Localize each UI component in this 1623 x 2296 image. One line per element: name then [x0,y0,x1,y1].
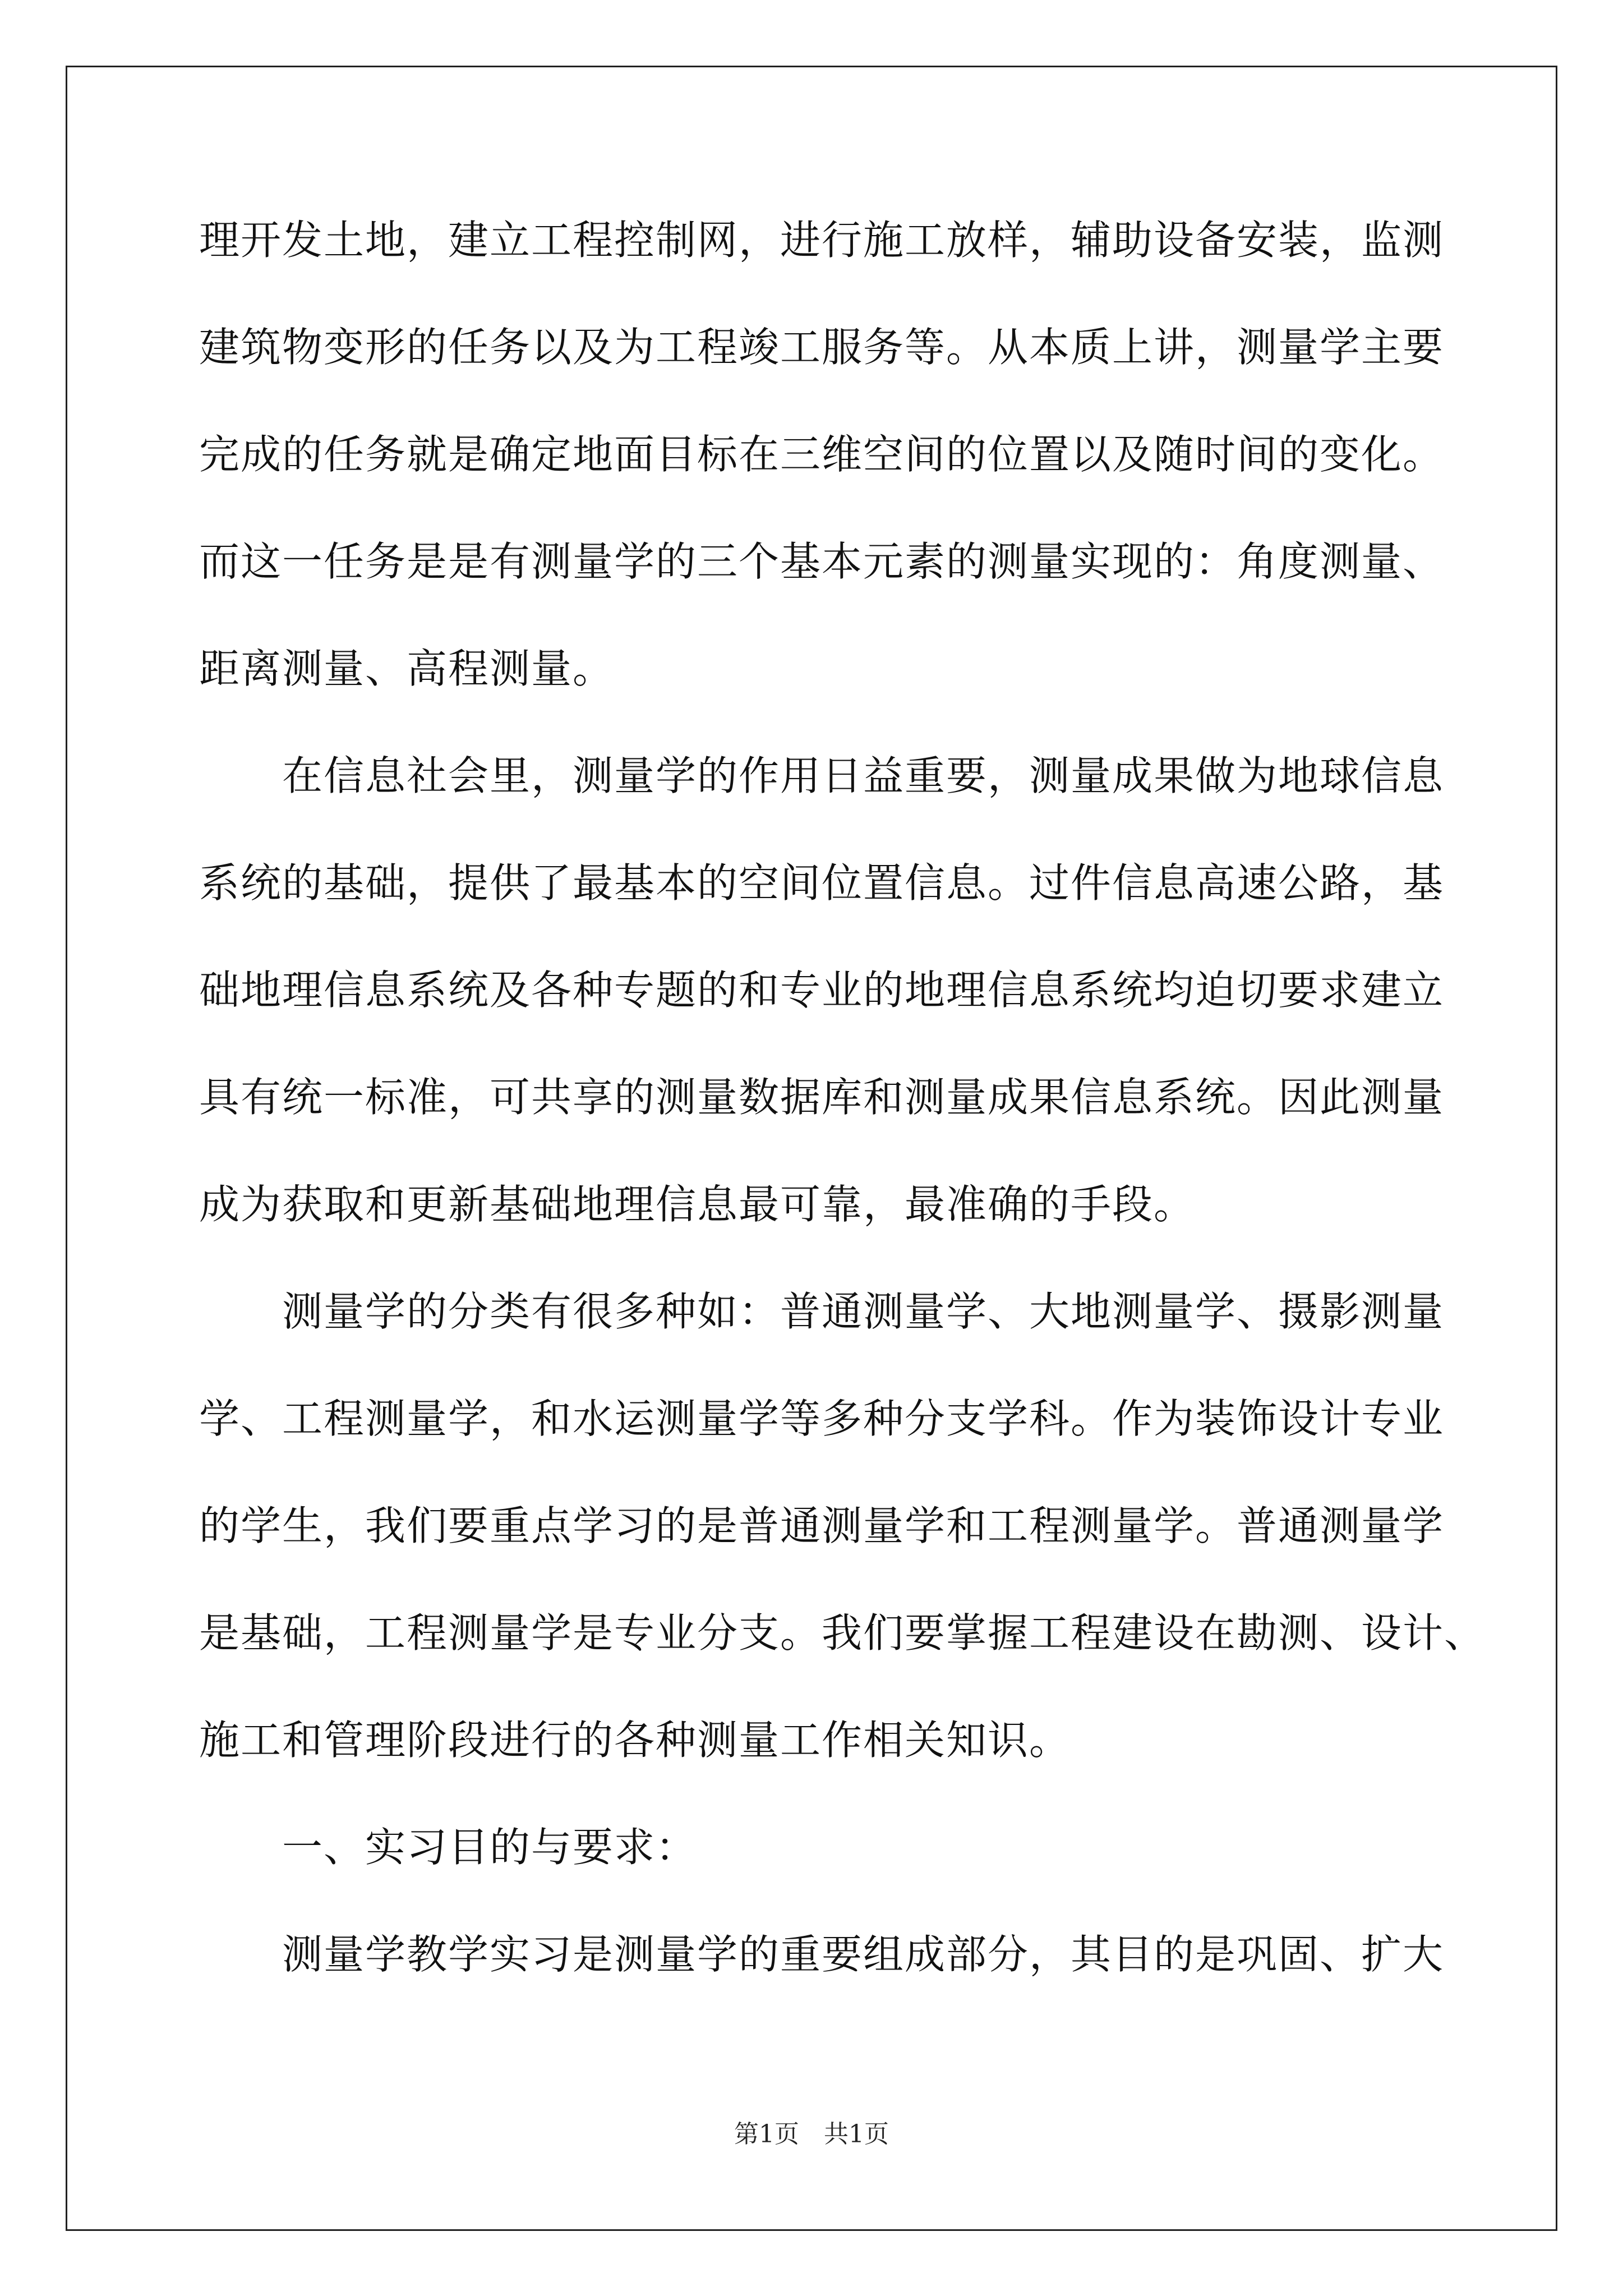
text-line: 完成的任务就是确定地面目标在三维空间的位置以及随时间的变化。 [199,431,1445,478]
text-line: 础地理信息系统及各种专题的和专业的地理信息系统均迫切要求建立 [199,967,1445,1014]
text-line: 学、工程测量学，和水运测量学等多种分支学科。作为装饰设计专业 [199,1395,1445,1442]
text-line: 测量学的分类有很多种如：普通测量学、大地测量学、摄影测量 [199,1288,1445,1335]
text-line: 一、实习目的与要求： [199,1824,698,1871]
text-line: 在信息社会里，测量学的作用日益重要，测量成果做为地球信息 [199,752,1445,799]
text-line: 的学生，我们要重点学习的是普通测量学和工程测量学。普通测量学 [199,1502,1445,1549]
page-number: 第1页 共1页 [734,2120,889,2148]
text-line: 距离测量、高程测量。 [199,645,615,692]
page-border [66,66,1557,2231]
text-line: 具有统一标准，可共享的测量数据库和测量成果信息系统。因此测量 [199,1074,1445,1121]
text-line: 是基础，工程测量学是专业分支。我们要掌握工程建设在勘测、设计、 [199,1609,1486,1657]
text-line: 系统的基础，提供了最基本的空间位置信息。过件信息高速公路，基 [199,859,1445,907]
text-line: 建筑物变形的任务以及为工程竣工服务等。从本质上讲，测量学主要 [199,324,1445,371]
text-line: 成为获取和更新基础地理信息最可靠，最准确的手段。 [199,1181,1196,1228]
text-line: 施工和管理阶段进行的各种测量工作相关知识。 [199,1717,1071,1764]
text-line: 而这一任务是是有测量学的三个基本元素的测量实现的：角度测量、 [199,538,1445,585]
text-line: 测量学教学实习是测量学的重要组成部分，其目的是巩固、扩大 [199,1931,1445,1978]
text-line: 理开发土地，建立工程控制网，进行施工放样，辅助设备安装，监测 [199,217,1445,264]
